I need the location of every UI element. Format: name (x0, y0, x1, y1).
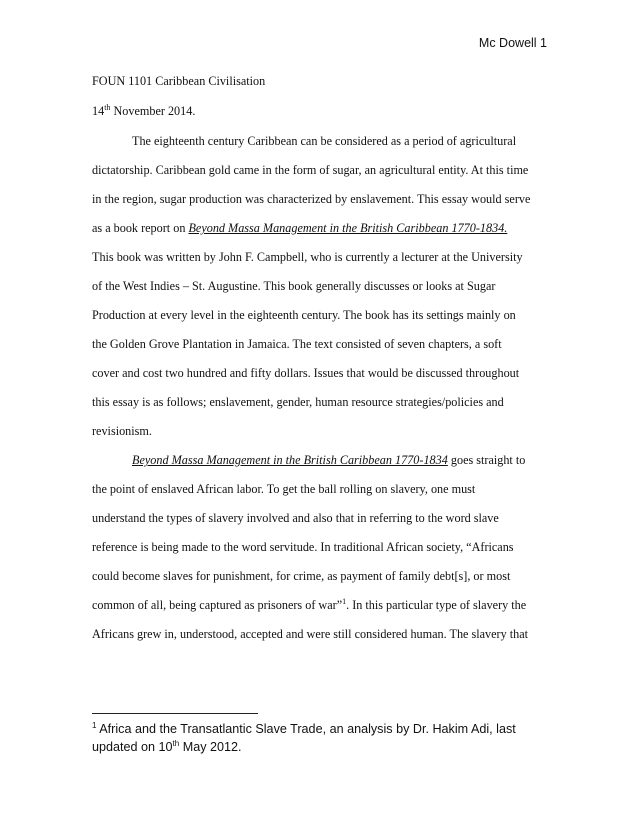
footnote-line: $^1$ Africa and the Transatlantic Slave Trade, an analysis by Dr. Hakim Adi, last (92, 720, 516, 736)
body-line: Beyond Massa Management in the British Caribbean 1770-1834 goes straight to (132, 453, 526, 467)
body-line: this essay is as follows; enslavement, gender, human resource strategies/policies and (92, 395, 504, 409)
body-line: cover and cost two hundred and fifty dollars. Issues that would be discussed throughout (92, 366, 520, 380)
running-head: Mc Dowell 1 (478, 36, 547, 50)
body-line: This book was written by John F. Campbell, who is currently a lecturer at the University (92, 250, 523, 264)
body-line: as a book report on Beyond Massa Management in the British Caribbean 1770-1834. (92, 221, 508, 235)
body-line: Africans grew in, understood, accepted and were still considered human. The slavery that (92, 627, 529, 641)
body-line: Production at every level in the eighteenth century. The book has its settings mainly on (92, 308, 516, 322)
body-line: in the region, sugar production was characterized by enslavement. This essay would serve (92, 192, 531, 206)
body-line: the Golden Grove Plantation in Jamaica. The text consisted of seven chapters, a soft (92, 337, 502, 351)
course-title: FOUN 1101 Caribbean Civilisation (92, 74, 266, 88)
footnote-line: updated on 10th May 2012. (92, 738, 242, 754)
footnote-number: 1 (92, 720, 97, 730)
body-line: dictatorship. Caribbean gold came in the form of sugar, an agricultural entity. At this time (92, 163, 529, 177)
body-line: of the West Indies – St. Augustine. This book generally discusses or looks at Sugar (92, 279, 496, 293)
body-line: The eighteenth century Caribbean can be considered as a period of agricultural (132, 134, 517, 148)
footnote-ref: 1 (342, 596, 347, 606)
book-title: Beyond Massa Management in the British Caribbean 1770-1834. (188, 221, 508, 235)
body-line: could become slaves for punishment, for crime, as payment of family debt[s], or most (92, 569, 511, 583)
footnote-separator (92, 713, 258, 714)
paper-date: 14th November 2014. (92, 102, 196, 118)
book-title: Beyond Massa Management in the British Caribbean 1770-1834 (132, 453, 448, 467)
body-line: the point of enslaved African labor. To get the ball rolling on slavery, one must (92, 482, 476, 496)
body-line: common of all, being captured as prisoners of war”$^1$. In this particular type of slavery the (92, 596, 527, 612)
body-line: understand the types of slavery involved and also that in referring to the word slave (92, 511, 499, 525)
body-line: revisionism. (92, 424, 152, 438)
body-line: reference is being made to the word servitude. In traditional African society, “Africans (92, 540, 514, 554)
